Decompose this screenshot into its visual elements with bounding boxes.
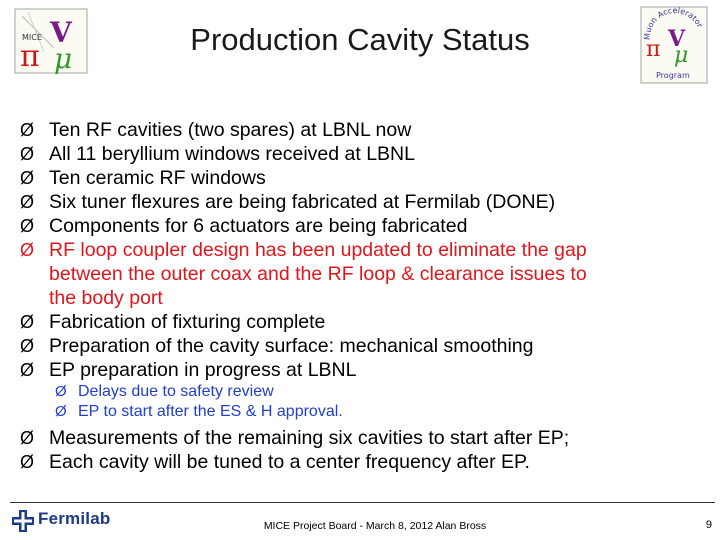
svg-text:V: V bbox=[668, 26, 686, 52]
svg-text:V: V bbox=[50, 16, 72, 49]
bullet-text: All 11 beryllium windows received at LBNL bbox=[49, 143, 415, 165]
bullet-text: Measurements of the remaining six cavities to start after EP; bbox=[49, 427, 570, 449]
bullet-arrow-icon: Ø bbox=[20, 192, 35, 212]
footer-caption: MICE Project Board - March 8, 2012 Alan Bross bbox=[263, 520, 487, 532]
svg-text:μ: μ bbox=[54, 42, 73, 74]
logo-arc-text: Muon Accelerator bbox=[642, 6, 705, 41]
page-number: 9 bbox=[705, 519, 712, 531]
bullet-arrow-icon: Ø bbox=[20, 120, 35, 140]
bullet-arrow-icon: Ø bbox=[55, 383, 67, 400]
svg-text:π: π bbox=[646, 37, 661, 62]
bullet-arrow-icon: Ø bbox=[20, 240, 35, 260]
bullet-arrow-icon: Ø bbox=[20, 168, 35, 188]
bullet-text: Preparation of the cavity surface: mechanical smoothing bbox=[49, 335, 534, 357]
bullet-text: between the outer coax and the RF loop & clearance issues to bbox=[49, 263, 587, 285]
bullet-text: Ten RF cavities (two spares) at LBNL now bbox=[49, 119, 412, 141]
bullet-arrow-icon: Ø bbox=[20, 336, 35, 356]
bullet-text: Fabrication of fixturing complete bbox=[49, 311, 326, 333]
bullet-text: Each cavity will be tuned to a center frequency after EP. bbox=[49, 451, 530, 473]
bullet-arrow-icon: Ø bbox=[20, 144, 35, 164]
bullet-text: RF loop coupler design has been updated to eliminate the gap bbox=[49, 239, 587, 261]
logo-bottom-text: Program bbox=[656, 71, 690, 80]
bullet-text: Six tuner flexures are being fabricated at Fermilab (DONE) bbox=[49, 191, 556, 213]
sub-bullet-text: EP to start after the ES & H approval. bbox=[78, 403, 343, 420]
bullet-arrow-icon: Ø bbox=[20, 312, 35, 332]
bullet-text: EP preparation in progress at LBNL bbox=[49, 359, 357, 381]
bullet-text: Components for 6 actuators are being fabricated bbox=[49, 215, 468, 237]
bullet-arrow-icon: Ø bbox=[20, 428, 35, 448]
footer-divider bbox=[10, 502, 715, 503]
sub-bullet-text: Delays due to safety review bbox=[78, 383, 274, 400]
bullet-arrow-icon: Ø bbox=[55, 403, 67, 420]
bullet-arrow-icon: Ø bbox=[20, 360, 35, 380]
bullet-text: Ten ceramic RF windows bbox=[49, 167, 266, 189]
bullet-text: the body port bbox=[49, 287, 163, 309]
svg-text:μ: μ bbox=[674, 43, 689, 68]
mice-logo-text: MICE bbox=[22, 33, 42, 42]
fermilab-mark-icon bbox=[12, 510, 34, 532]
bullet-arrow-icon: Ø bbox=[20, 452, 35, 472]
bullet-arrow-icon: Ø bbox=[20, 216, 35, 236]
fermilab-brand-text: Fermilab bbox=[38, 509, 111, 528]
slide-title: Production Cavity Status bbox=[190, 22, 530, 57]
svg-text:π: π bbox=[20, 39, 40, 74]
